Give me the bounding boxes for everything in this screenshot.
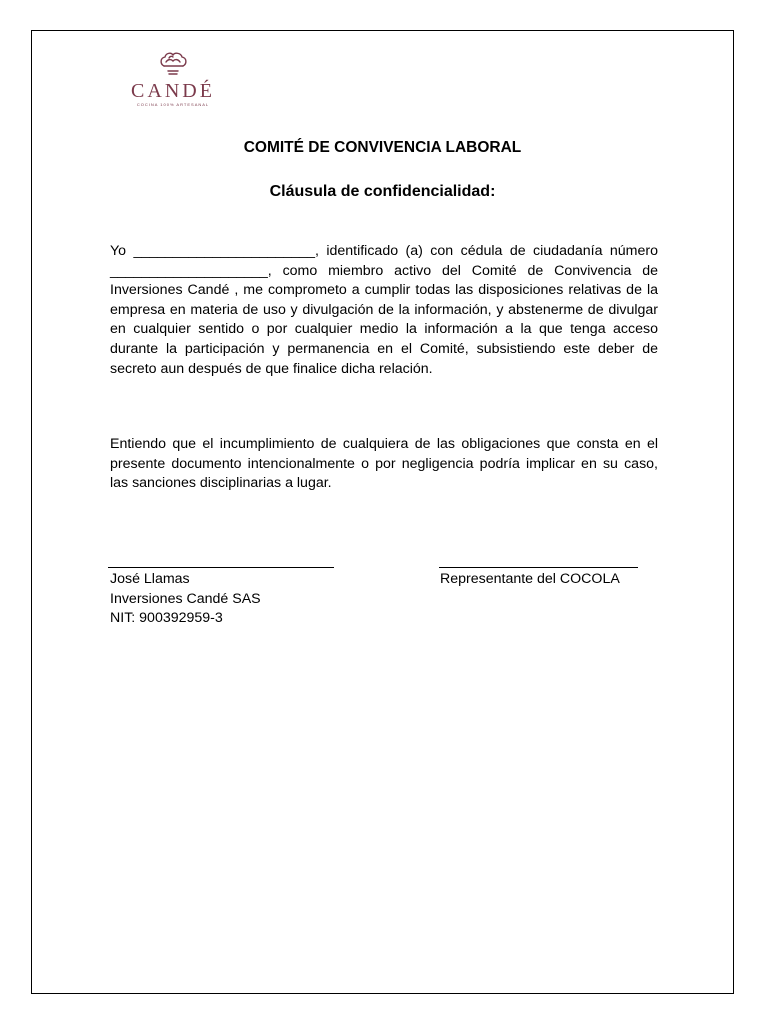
company-logo: [118, 50, 228, 108]
page-border: [31, 30, 734, 994]
document-subtitle: Cláusula de confidencialidad:: [269, 183, 496, 200]
chef-hat-icon: [156, 50, 190, 80]
signature-block-left: [110, 570, 261, 629]
logo-wordmark: CANDÉ: [131, 80, 215, 102]
logo-tagline: COCINA 100% ARTESANAL: [136, 102, 210, 107]
signer-name: José Llamas: [110, 571, 190, 587]
document-title: COMITÉ DE CONVIVENCIA LABORAL: [243, 139, 522, 156]
signature-block-right: [440, 570, 620, 590]
sanctions-paragraph: Entiendo que el incumplimiento de cualquiera de las obligaciones que consta en el presente documento intencionalmente o por negligencia podría implicar en su caso, las sanciones disciplinarias a lugar.: [110, 436, 658, 492]
signer-nit: NIT: 900392959-3: [110, 610, 223, 627]
signature-line-right: [439, 567, 638, 568]
signer-company: Inversiones Candé SAS: [110, 590, 261, 607]
signature-line-left: [108, 567, 334, 568]
confidentiality-paragraph: Yo _______________________, identificado (a) con cédula de ciudadanía número ____________________, como miembro activo del Comité de Convivencia de Inversiones Candé , me comprometo a cumplir todas las disposiciones relativas de la empresa en materia de uso y divulgación de la información, y abstenerme de divulgar en cualquier sentido o por cualquier medio la información a la que tenga acceso durante la participación y permanencia en el Comité, subsistiendo este deber de secreto aun después de que finalice dicha relación.: [110, 243, 658, 377]
representative-role: Representante del COCOLA: [440, 571, 620, 587]
